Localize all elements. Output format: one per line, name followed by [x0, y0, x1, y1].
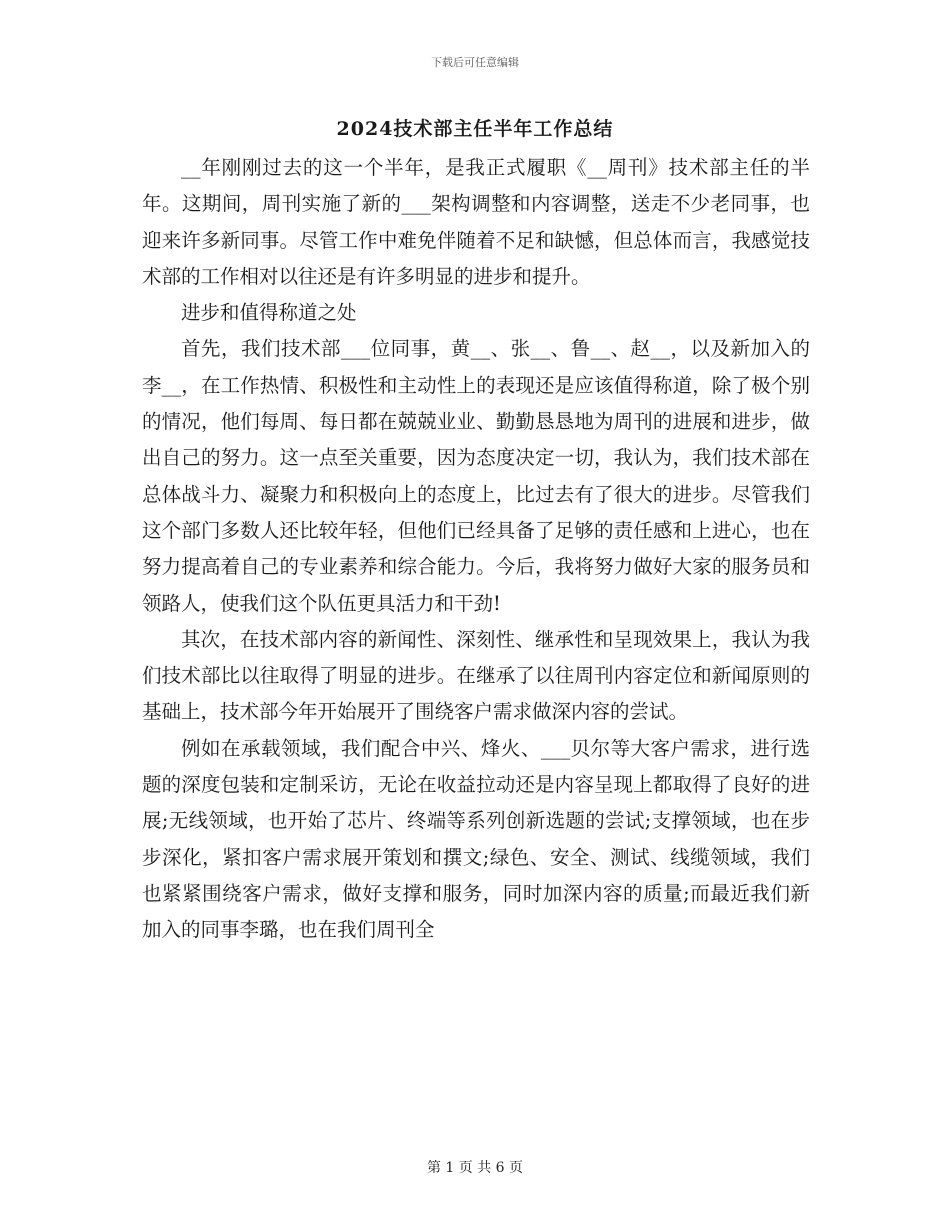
paragraph-example: 例如在承载领域，我们配合中兴、烽火、___贝尔等大客户需求，进行选题的深度包装和定制采访，无论在收益拉动还是内容呈现上都取得了良好的进展;无线领域，也开始了芯片、终端等系列创新选题的尝试;支撑领域，也在步步深化，紧扣客户需求展开策划和撰文;绿色、安全、测试、线缆领域，我们也紧紧围绕客户需求，做好支撑和服务，同时加深内容的质量;而最近我们新加入的同事李璐，也在我们周刊全	[142, 736, 810, 942]
document-body	[142, 150, 810, 949]
paragraph-second: 其次，在技术部内容的新闻性、深刻性、继承性和呈现效果上，我认为我们技术部比以往取得了明显的进步。在继承了以往周刊内容定位和新闻原则的基础上，技术部今年开始展开了围绕客户需求做深内容的尝试。	[142, 627, 810, 724]
paragraph-first: 首先，我们技术部___位同事，黄__、张__、鲁__、赵__，以及新加入的李__，在工作热情、积极性和主动性上的表现还是应该值得称道，除了极个别的情况，他们每周、每日都在兢兢业业、勤勤恳恳地为周刊的进展和进步，做出自己的努力。这一点至关重要，因为态度决定一切，我认为，我们技术部在总体战斗力、凝聚力和积极向上的态度上，比过去有了很大的进步。尽管我们这个部门多数人还比较年轻，但他们已经具备了足够的责任感和上进心，也在努力提高着自己的专业素养和综合能力。今后，我将努力做好大家的服务员和领路人，使我们这个队伍更具活力和干劲!	[142, 337, 810, 615]
page-number-footer: 第 1 页 共 6 页	[426, 1160, 524, 1176]
document-title: 2024技术部主任半年工作总结	[336, 118, 614, 140]
section-heading: 进步和值得称道之处	[181, 301, 357, 325]
header-note: 下载后可任意编辑	[431, 56, 519, 69]
paragraph-intro: __年刚刚过去的这一个半年，是我正式履职《__周刊》技术部主任的半年。这期间，周刊实施了新的___架构调整和内容调整，送走不少老同事，也迎来许多新同事。尽管工作中难免伴随着不足和缺憾，但总体而言，我感觉技术部的工作相对以往还是有许多明显的进步和提升。	[142, 156, 810, 288]
